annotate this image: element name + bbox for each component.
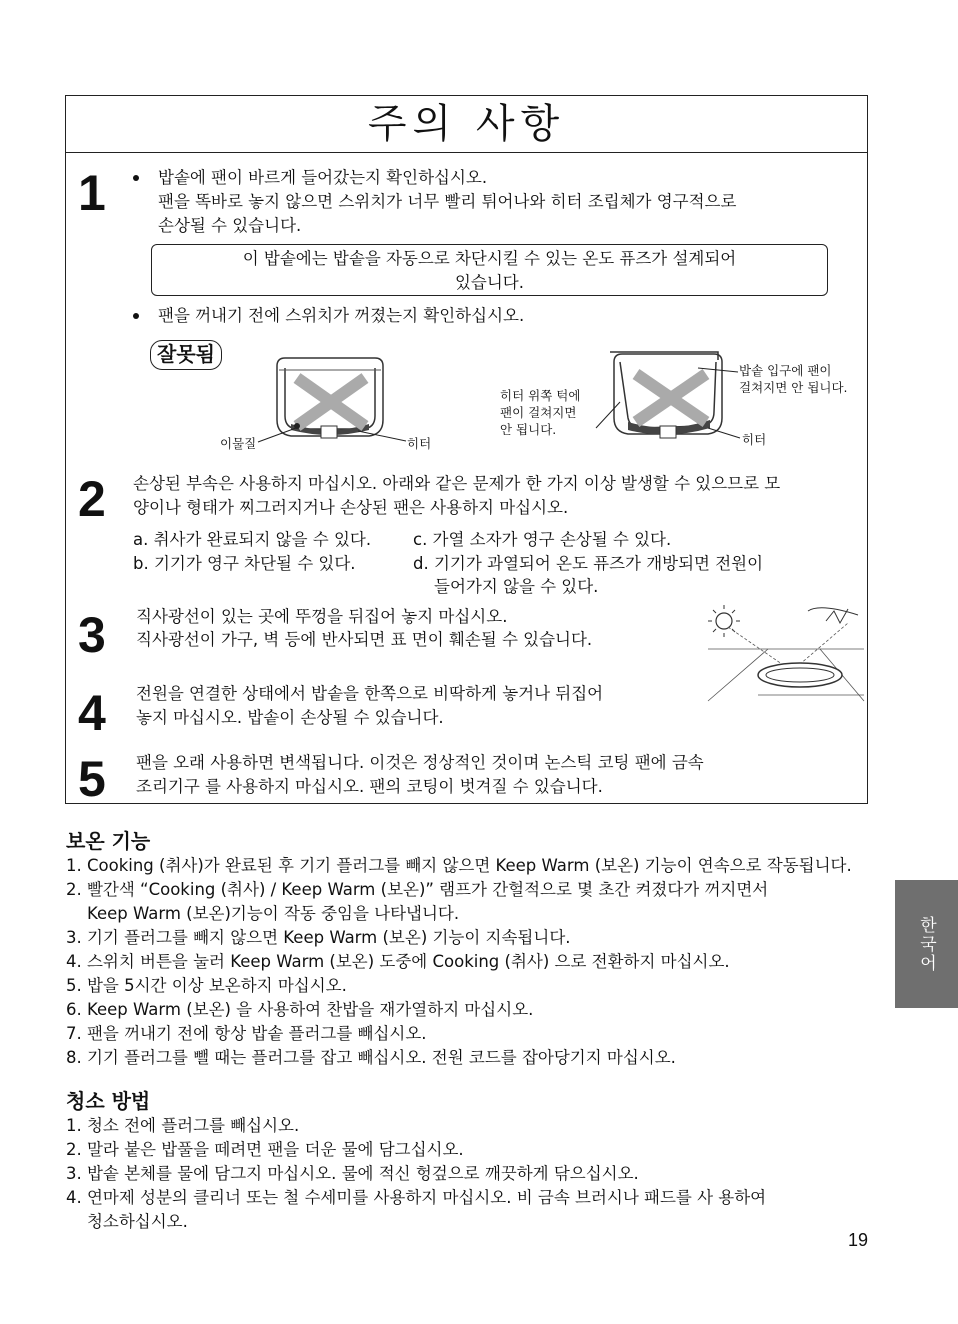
language-tab [895,880,958,1008]
cleaning-title: 청소 방법 [66,1089,151,1113]
bullet [133,175,139,181]
keep-warm-item: 4. 스위치 버튼을 눌러 Keep Warm (보온) 도중에 Cooking (취사) 으로 전환하지 마십시오. [66,952,730,971]
step-2-number: 2 [78,471,106,527]
step-1-number: 1 [78,165,106,221]
cleaning-item: 청소하십시오. [66,1212,188,1231]
keep-warm-item: 3. 기기 플러그를 빼지 않으면 Keep Warm (보온) 기능이 지속됩니다. [66,928,571,947]
step-4-number: 4 [78,685,106,741]
bullet [133,313,139,319]
step-3-number: 3 [78,607,106,663]
keep-warm-item: 7. 팬을 꺼내기 전에 항상 밥솥 플러그를 빼십시오. [66,1024,427,1043]
step-4-line-2: 놓지 마십시오. 밥솥이 손상될 수 있습니다. [136,708,444,727]
label-heater-1: 히터 [407,436,432,451]
leader-line [256,426,301,446]
fig2-rim-line-2: 걸쳐지면 안 됩니다. [739,380,848,395]
step-2-line-2: 양이나 형태가 찌그러지거나 손상된 팬은 사용하지 마십시오. [133,498,569,517]
step-1-bullet-1-line-3: 손상될 수 있습니다. [158,216,302,235]
caution-box [65,95,868,807]
keep-warm-item: Keep Warm (보온)기능이 작동 중임을 나타냅니다. [66,904,460,923]
fig2-note-line-1: 히터 위쪽 턱에 [500,388,581,403]
keep-warm-item: 8. 기기 플러그를 뺄 때는 플러그를 잡고 빼십시오. 전원 코드를 잡아당기지 마십시오. [66,1048,676,1067]
step-5-number: 5 [78,751,106,807]
step-2-item-b: b. 기기가 영구 차단될 수 있다. [133,554,356,573]
caution-title: 주의 사항 [66,96,867,153]
fig2-rim-line-1: 밥솥 입구에 팬이 [739,363,832,378]
keep-warm-title: 보온 기능 [66,829,151,853]
page-number: 19 [848,1230,869,1250]
fuse-note-line-1: 이 밥솥에는 밥솥을 자동으로 차단시킬 수 있는 온도 퓨즈가 설계되어 [242,249,737,268]
wrong-label: 잘못됨 [150,340,222,370]
step-2-item-d-line-1: d. 기기가 과열되어 온도 퓨즈가 개방되면 전원이 [413,554,764,573]
step-3-line-2: 직사광선이 가구, 벽 등에 반사되면 표 면이 훼손될 수 있습니다. [136,630,593,649]
leader-line [696,366,741,376]
label-heater-2: 히터 [742,432,767,447]
keep-warm-item: 2. 빨간색 “Cooking (취사) / Keep Warm (보온)” 램프가 간헐적으로 몇 초간 켜졌다가 꺼지면서 [66,880,769,899]
language-tab-label: 한국어 [916,915,936,973]
step-1-bullet-1-line-2: 팬을 똑바로 놓지 않으면 스위치가 너무 빨리 튀어나와 히터 조립체가 영구적으로 [158,192,737,211]
leader-line [706,426,742,440]
cleaning-item: 4. 연마제 성분의 클리너 또는 철 수세미를 사용하지 마십시오. 비 금속 브러시나 패드를 사 용하여 [66,1188,767,1207]
fig2-note-line-3: 안 됩니다. [500,422,557,437]
step-2-item-d-line-2: 들어가지 않을 수 있다. [434,577,599,596]
leader-line [356,429,408,443]
cleaning-item: 1. 청소 전에 플러그를 빼십시오. [66,1116,300,1135]
label-foreign-matter: 이물질 [220,436,257,451]
leader-line [594,400,624,430]
figure-sunlight-reflection [708,601,864,701]
cleaning-item: 3. 밥솥 본체를 물에 담그지 마십시오. 물에 적신 헝겊으로 깨끗하게 닦으십시오. [66,1164,639,1183]
step-5-line-2: 조리기구 를 사용하지 마십시오. 팬의 코팅이 벗겨질 수 있습니다. [136,777,603,796]
keep-warm-item: 5. 밥을 5시간 이상 보온하지 마십시오. [66,976,347,995]
fig2-note-line-2: 팬이 걸쳐지면 [500,405,577,420]
step-2-line-1: 손상된 부속은 사용하지 마십시오. 아래와 같은 문제가 한 가지 이상 발생할 수 있으므로 모 [133,474,781,493]
step-1-bullet-1-line-1: 밥솥에 팬이 바르게 들어갔는지 확인하십시오. [158,168,488,187]
step-3-line-1: 직사광선이 있는 곳에 뚜껑을 뒤집어 놓지 마십시오. [136,607,508,626]
fuse-note-line-2: 있습니다. [454,273,524,292]
step-2-item-a: a. 취사가 완료되지 않을 수 있다. [133,530,372,549]
keep-warm-item: 6. Keep Warm (보온) 을 사용하여 찬밥을 재가열하지 마십시오. [66,1000,534,1019]
step-1-bullet-2: 팬을 꺼내기 전에 스위치가 꺼졌는지 확인하십시오. [158,306,525,325]
step-4-line-1: 전원을 연결한 상태에서 밥솥을 한쪽으로 비딱하게 놓거나 뒤집어 [136,684,604,703]
step-5-line-1: 팬을 오래 사용하면 변색됩니다. 이것은 정상적인 것이며 논스틱 코팅 팬에 금속 [136,753,704,772]
cleaning-item: 2. 말라 붙은 밥풀을 떼려면 팬을 더운 물에 담그십시오. [66,1140,464,1159]
step-2-item-c: c. 가열 소자가 영구 손상될 수 있다. [413,530,672,549]
fuse-note-box [151,244,828,296]
keep-warm-item: 1. Cooking (취사)가 완료된 후 기기 플러그를 빼지 않으면 Keep Warm (보온) 기능이 연속으로 작동됩니다. [66,856,852,875]
